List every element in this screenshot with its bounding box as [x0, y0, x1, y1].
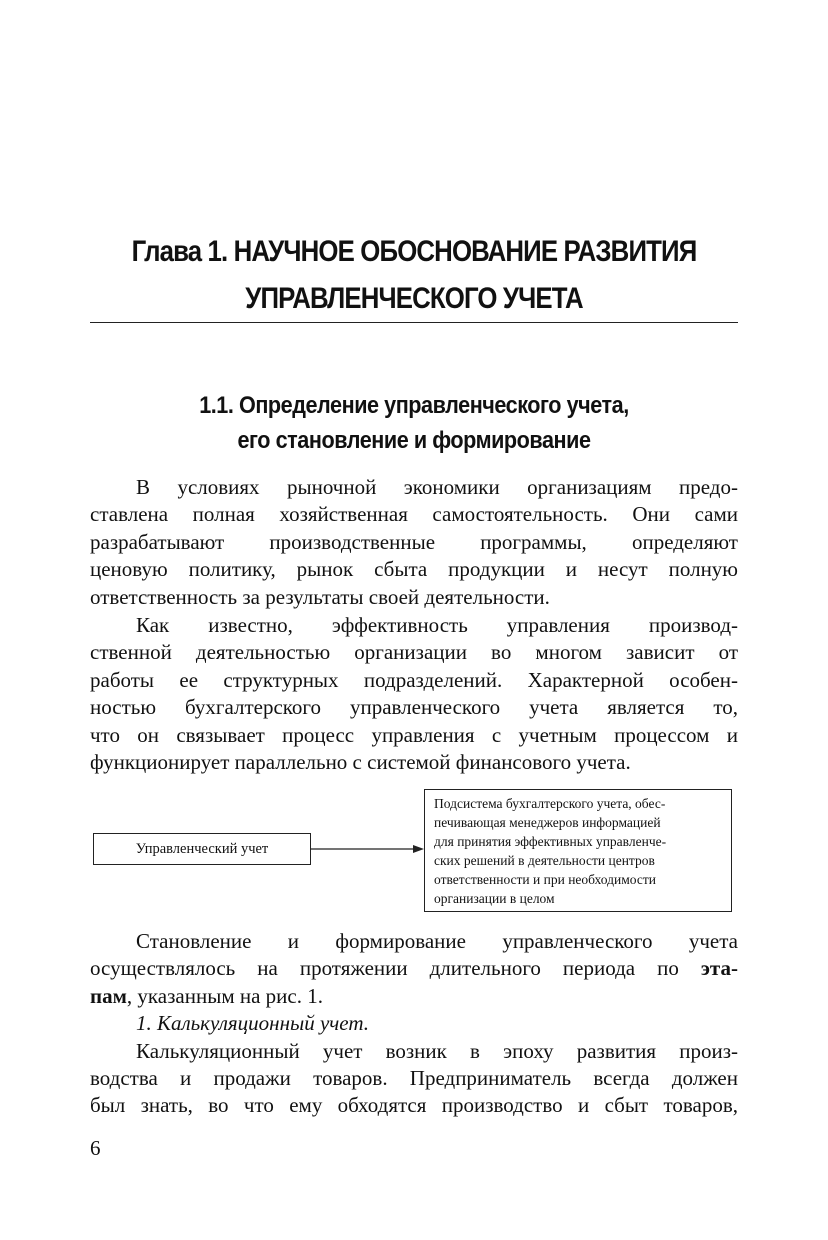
paragraph-1-line: разрабатывают производственные программы, определяют — [90, 529, 738, 554]
page-number: 6 — [90, 1136, 101, 1160]
diagram-box-definition — [424, 789, 732, 912]
diagram-definition-line: ответственности и при необходимости — [434, 872, 656, 887]
bold-term: пам — [90, 983, 127, 1008]
paragraph-2-line: что он связывает процесс управления с учетным процессом и — [90, 722, 738, 747]
paragraph-3-line: был знать, во что ему обходятся производство и сбыт товаров, — [90, 1093, 738, 1118]
diagram-definition-line: для принятия эффективных управленче- — [434, 834, 667, 849]
paragraph-3-line — [90, 955, 738, 982]
paragraph-1-line: ставлена полная хозяйственная самостоятельность. Они сами — [90, 502, 738, 527]
paragraph-3 — [90, 928, 738, 1120]
paragraph-2-line: Как известно, эффективность управления производ- — [136, 613, 738, 637]
diagram-box-label: Управленческий учет — [135, 841, 269, 857]
paragraph-2-line: ностью бухгалтерского управленческого учета является то, — [90, 695, 738, 720]
subheading-calculation-accounting — [90, 1010, 738, 1037]
paragraph-1-line: В условиях рыночной экономики организациям предо- — [136, 475, 738, 499]
paragraph-3-line: Калькуляционный учет возник в эпоху развития произ- — [136, 1038, 738, 1063]
diagram-definition-line: Подсистема бухгалтерского учета, обес- — [434, 796, 666, 811]
paragraph-3-line: водства и продажи товаров. Предприниматель всегда должен — [90, 1065, 738, 1090]
section-title — [104, 388, 723, 458]
chapter-title — [118, 228, 710, 322]
paragraph-3-text: осуществлялось на протяжении длительного периода по — [90, 956, 701, 981]
bold-term: эта- — [700, 956, 738, 981]
diagram-box-management-accounting — [93, 833, 311, 865]
paragraph-1 — [90, 474, 738, 611]
paragraph-2-line: функционирует параллельно с системой финансового учета. — [90, 749, 631, 774]
chapter-divider — [90, 322, 738, 323]
paragraph-1-line: ответственность за результаты своей деятельности. — [90, 584, 550, 609]
italic-subheading: 1. Калькуляционный учет. — [136, 1011, 370, 1036]
diagram-definition-line: ских решений в деятельности центров — [434, 853, 655, 868]
diagram-definition-line: организации в целом — [434, 891, 555, 906]
arrow-head-icon — [413, 845, 424, 853]
paragraph-3-line: Становление и формирование управленческого учета — [136, 929, 738, 953]
section-title-line-1: 1.1. Определение управленческого учета, — [199, 392, 629, 419]
paragraph-2 — [90, 612, 738, 776]
chapter-title-line-1: Глава 1. НАУЧНОЕ ОБОСНОВАНИЕ РАЗВИТИЯ — [131, 235, 697, 268]
section-title-line-2: его становление и формирование — [237, 427, 591, 454]
paragraph-2-line: ственной деятельностью организации во многом зависит от — [90, 640, 738, 665]
paragraph-2-line: работы ее структурных подразделений. Характерной особен- — [90, 667, 738, 692]
paragraph-3-line — [90, 983, 738, 1010]
paragraph-1-line: ценовую политику, рынок сбыта продукции и несут полную — [90, 557, 738, 582]
diagram-definition-line: печивающая менеджеров информацией — [434, 815, 661, 830]
chapter-title-line-2: УПРАВЛЕНЧЕСКОГО УЧЕТА — [245, 282, 583, 315]
paragraph-3-text: , указанным на рис. 1. — [126, 983, 323, 1008]
